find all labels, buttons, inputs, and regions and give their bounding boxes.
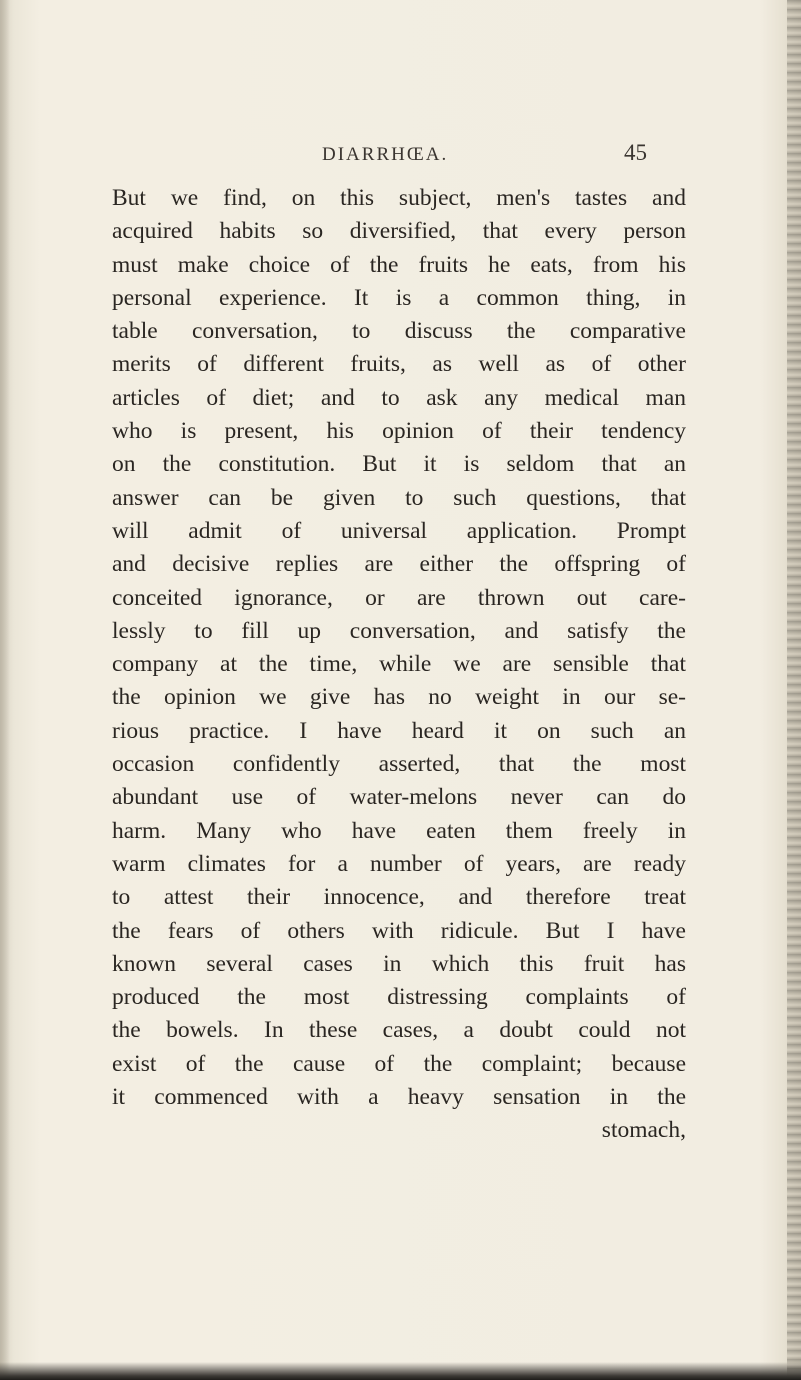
text-line: occasion confidently asserted, that the most — [112, 751, 686, 778]
text-line: will admit of universal application. Prompt — [112, 517, 686, 544]
text-line: rious practice. I have heard it on such an — [112, 717, 686, 744]
text-line: table conversation, to discuss the comparative — [112, 318, 686, 345]
page-number: 45 — [624, 140, 647, 165]
page-edge — [787, 0, 801, 1380]
text-line: to attest their innocence, and therefore treat — [112, 884, 686, 911]
text-line: it commenced with a heavy sensation in the — [112, 1084, 686, 1111]
text-line: lessly to fill up conversation, and satisfy the — [112, 617, 686, 644]
text-line: the fears of others with ridicule. But I have — [112, 917, 686, 944]
text-line: conceited ignorance, or are thrown out care- — [112, 584, 686, 611]
text-line: merits of different fruits, as well as of other — [112, 351, 686, 378]
text-line: produced the most distressing complaints of — [112, 984, 686, 1011]
text-line: personal experience. It is a common thing, in — [112, 284, 686, 311]
text-line: answer can be given to such questions, that — [112, 484, 686, 511]
text-line: who is present, his opinion of their tendency — [112, 418, 686, 445]
text-line: and decisive replies are either the offspring of — [112, 551, 686, 578]
text-line: known several cases in which this fruit has — [112, 950, 686, 977]
text-line: warm climates for a number of years, are ready — [112, 850, 686, 877]
text-line: abundant use of water-melons never can do — [112, 784, 686, 811]
text-line: But we find, on this subject, men's tastes and — [112, 185, 686, 211]
text-line: the bowels. In these cases, a doubt could not — [112, 1017, 686, 1044]
body-text — [112, 182, 686, 1148]
text-line: harm. Many who have eaten them freely in — [112, 817, 686, 844]
text-line: the opinion we give has no weight in our se- — [112, 684, 686, 711]
catchword: stomach, — [601, 1117, 686, 1144]
scan-bottom-edge — [0, 1362, 801, 1380]
text-line: articles of diet; and to ask any medical man — [112, 384, 686, 411]
text-line: on the constitution. But it is seldom that an — [112, 451, 686, 478]
text-line: acquired habits so diversified, that every person — [112, 218, 686, 245]
text-line: exist of the cause of the complaint; because — [112, 1050, 686, 1077]
gutter-shadow — [0, 0, 10, 1380]
running-head: DIARRHŒA. — [322, 144, 449, 165]
text-line: must make choice of the fruits he eats, from his — [112, 251, 686, 278]
text-line: company at the time, while we are sensible that — [112, 651, 686, 678]
